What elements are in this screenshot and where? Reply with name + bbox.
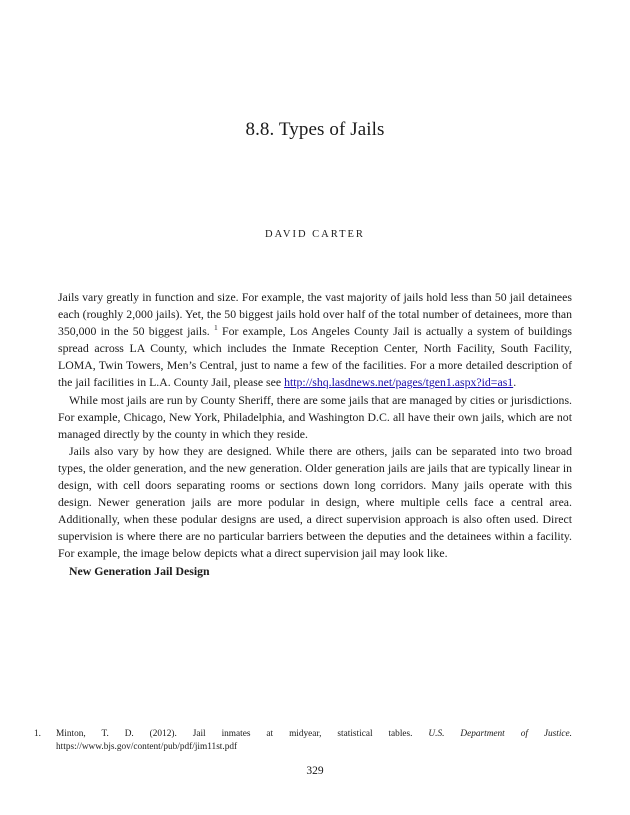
- footnote-reference[interactable]: 1: [214, 323, 218, 333]
- paragraph-1-text-a: Jails vary greatly in function and size. For example, the vast majority of jails hold less than 50 jail detainees each (roughly 2,000 jails). Yet, the 50 biggest jails hold over half of the total number of detainees, more than 350,000 in the 50 biggest jails.: [58, 290, 572, 339]
- paragraph-2: While most jails are run by County Sheriff, there are some jails that are managed by cities or jurisdictions. For example, Chicago, New York, Philadelphia, and Washington D.C. all have their own jails, which are not managed directly by the county in which they reside.: [58, 392, 572, 441]
- paragraph-3: Jails also vary by how they are designed. While there are others, jails can be separated into two broad types, the older generation, and the new generation. Older generation jails are jails that are typically linear in design, with cell doors separating rooms or sections down long corridors. Many jails operate with this design. Newer generation jails are more podular in design, where multiple cells face a central area. Additionally, when these podular designs are used, a direct supervision approach is also often used. Direct supervision is where there are no particular barriers between the deputies and the detainees within a facility. For example, the image below depicts what a direct supervision jail may look like.: [58, 443, 572, 561]
- chapter-title: 8.8. Types of Jails: [245, 119, 385, 140]
- footnote-1: [34, 728, 572, 754]
- footnote-source: U.S. Department of Justice.: [428, 729, 572, 739]
- lasd-facilities-link[interactable]: http://shq.lasdnews.net/pages/tgen1.aspx?id=as1: [284, 375, 514, 390]
- author-name: DAVID CARTER: [265, 229, 365, 240]
- body-text: [58, 289, 572, 580]
- section-heading: New Generation Jail Design: [69, 563, 210, 578]
- paragraph-1-text-b: For example, Los Angeles County Jail is actually a system of buildings spread across LA County, which includes the Inmate Reception Center, North Facility, South Facility, LOMA, Twin Towers, Men’s Central, just to name a few of the facilities. For a more detailed description of the jail facilities in L.A. County Jail, please see: [58, 324, 572, 390]
- paragraph-1: [58, 289, 572, 392]
- footnote-text: Minton, T. D. (2012). Jail inmates at midyear, statistical tables.: [56, 729, 429, 739]
- footnote-number: 1.: [34, 729, 41, 739]
- paragraph-1-end: .: [513, 375, 517, 390]
- page-number: 329: [306, 765, 324, 777]
- footnote-url: https://www.bjs.gov/content/pub/pdf/jim11st.pdf: [56, 742, 238, 752]
